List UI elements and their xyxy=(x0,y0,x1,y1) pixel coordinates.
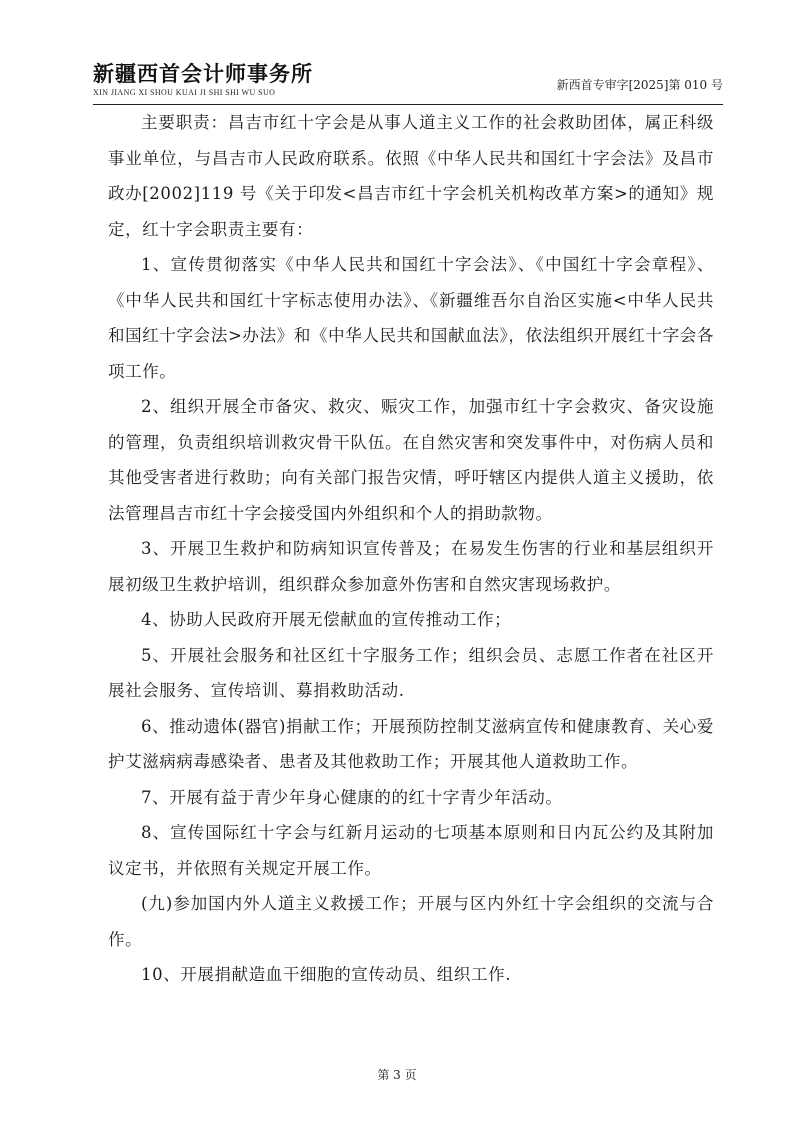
body-text xyxy=(108,105,714,993)
paragraph-duty-10: 10、开展捐献造血干细胞的宣传动员、组织工作. xyxy=(141,965,512,984)
page-header xyxy=(93,58,723,104)
page-number: 第 3 页 xyxy=(377,1068,417,1082)
paragraph-duty-2: 2、组织开展全市备灾、救灾、赈灾工作，加强市红十字会救灾、备灾设施的管理，负责组织培训救灾骨干队伍。在自然灾害和突发事件中，对伤病人员和其他受害者进行救助；向有关部门报告灾情，呼吁辖区内提供人道主义援助，依法管理昌吉市红十字会接受国内外组织和个人的捐助款物。 xyxy=(108,397,714,523)
paragraph-duty-5: 5、开展社会服务和社区红十字服务工作；组织会员、志愿工作者在社区开展社会服务、宣传培训、募捐救助活动. xyxy=(108,645,714,700)
paragraph-duty-4: 4、协助人民政府开展无偿献血的宣传推动工作； xyxy=(141,610,512,629)
paragraph-duty-6: 6、推动遗体(器官)捐献工作；开展预防控制艾滋病宣传和健康教育、关心爱护艾滋病病毒感染者、患者及其他救助工作；开展其他人道救助工作。 xyxy=(108,716,714,771)
paragraph-duty-7: 7、开展有益于青少年身心健康的的红十字青少年活动。 xyxy=(141,787,563,807)
firm-name: 新疆西首会计师事务所 xyxy=(93,61,313,86)
paragraph-duty-3: 3、开展卫生救护和防病知识宣传普及；在易发生伤害的行业和基层组织开展初级卫生救护培训，组织群众参加意外伤害和自然灾害现场救护。 xyxy=(108,539,714,594)
firm-pinyin: XIN JIANG XI SHOU KUAI JI SHI SHI WU SUO xyxy=(93,88,276,97)
paragraph-duty-1: 1、宣传贯彻落实《中华人民共和国红十字会法》、《中国红十字会章程》、《中华人民共和国红十字标志使用办法》、《新疆维吾尔自治区实施<中华人民共和国红十字会法>办法》和《中华人民共和国献血法》，依法组织开展红十字会各项工作。 xyxy=(108,255,714,381)
paragraph-duty-9: (九)参加国内外人道主义救援工作；开展与区内外红十字会组织的交流与合作。 xyxy=(108,894,714,949)
paragraph-intro: 主要职责：昌吉市红十字会是从事人道主义工作的社会救助团体，属正科级事业单位，与昌吉市人民政府联系。依照《中华人民共和国红十字会法》及昌市政办[2002]119 号《关于印发<昌吉市红十字会机关机构改革方案>的通知》规定，红十字会职责主要有： xyxy=(108,113,714,239)
document-number: 新西首专审字[2025]第 010 号 xyxy=(556,78,723,92)
paragraph-duty-8: 8、宣传国际红十字会与红新月运动的七项基本原则和日内瓦公约及其附加议定书，并依照有关规定开展工作。 xyxy=(108,823,714,878)
